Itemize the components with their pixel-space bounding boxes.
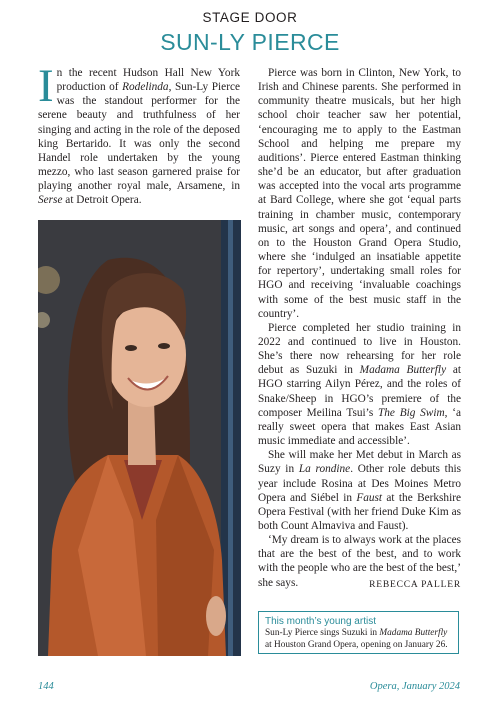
- opera-title: Rodelinda: [122, 81, 169, 94]
- text-run: . Other role debuts this year include Rosina at Des Moines Metro Opera and Siébel in: [258, 463, 461, 504]
- sidebar-title: This month’s young artist: [265, 616, 376, 627]
- opera-title: Serse: [38, 194, 63, 207]
- paragraph-intro: [38, 60, 240, 208]
- opera-title: Faust: [356, 491, 383, 504]
- publication-issue: Opera, January 2024: [369, 681, 460, 692]
- paragraph-houston: [258, 321, 461, 448]
- text-run: Pierce completed her studio training in 2022 and continued to live in Houston. She’s there now rehearsing for her role debut as Suzuki in: [258, 321, 461, 377]
- article-column-right: [258, 66, 461, 592]
- paragraph-background: Pierce was born in Clinton, New York, to Irish and Chinese parents. She performed in community theatre musicals, but her high school choir teacher saw her potential, ‘encouraging me to apply to the Eastman School and helping me prepare my auditions’. Pierce entered Eastman thinking she’d be an educator, but after graduation was accepted into the vocal arts programme at Bard College, where she got ‘equal parts training in chamber music, contemporary music, art songs and opera’, and continued on to the Houston Grand Opera Studio, where she ‘indulged an insatiable appetite for repertory’, undertaking small roles for HGO and receiving ‘invaluable coachings with some of the best music staff in the country’.: [258, 67, 461, 320]
- text-run: She will make her Met debut in March as Suzy in: [258, 449, 461, 476]
- article-headline: SUN-LY PIERCE: [160, 29, 340, 55]
- text-run: ‘My dream is to always work at the places that are the best of the best, and to work with the people who are the best of the best,’ she says.: [258, 534, 461, 589]
- paragraph-quote: [258, 533, 461, 590]
- text-run: n the recent Hudson Hall New York production of: [56, 67, 240, 94]
- opera-title: La rondine: [298, 463, 351, 476]
- portrait-photo: [38, 220, 241, 656]
- portrait-illustration: [38, 220, 241, 656]
- opera-title: Madama Butterfly: [359, 364, 447, 377]
- opera-title: The Big Swim: [377, 406, 445, 419]
- text-run: at Houston Grand Opera, opening on January 26.: [265, 639, 448, 650]
- sidebar-text: [265, 628, 452, 651]
- text-run: , Sun-Ly Pierce was the standout performer for the serene beauty and truthfulness of her singing and acting in the role of the deposed king Bertarido. It was only the second Handel role undertaken by the young mezzo, who last season garnered praise for playing another royal male, Arsamene, in: [38, 81, 240, 193]
- text-run: at HGO starring Ailyn Pérez, and the roles of Snake/Sheep in HGO’s premiere of the composer Meilina Tsui’s: [258, 364, 461, 419]
- article-column-left: [38, 60, 240, 208]
- section-kicker: STAGE DOOR: [202, 10, 298, 25]
- opera-title: Madama Butterfly: [379, 628, 448, 638]
- author-byline: REBECCA PALLER: [369, 579, 461, 590]
- text-run: Sun-Ly Pierce sings Suzuki in: [265, 628, 380, 638]
- text-run: at Detroit Opera.: [62, 194, 142, 207]
- drop-cap: I: [38, 60, 54, 112]
- young-artist-box: [258, 611, 459, 654]
- text-run: , ‘a really sweet opera that makes East Asian music immediate and accessible’.: [258, 406, 462, 448]
- page-number: 144: [38, 681, 54, 692]
- text-run: at the Berkshire Opera Festival (with her friend Duke Kim as both Count Almaviva and Faust).: [258, 491, 461, 532]
- paragraph-debuts: [258, 448, 461, 533]
